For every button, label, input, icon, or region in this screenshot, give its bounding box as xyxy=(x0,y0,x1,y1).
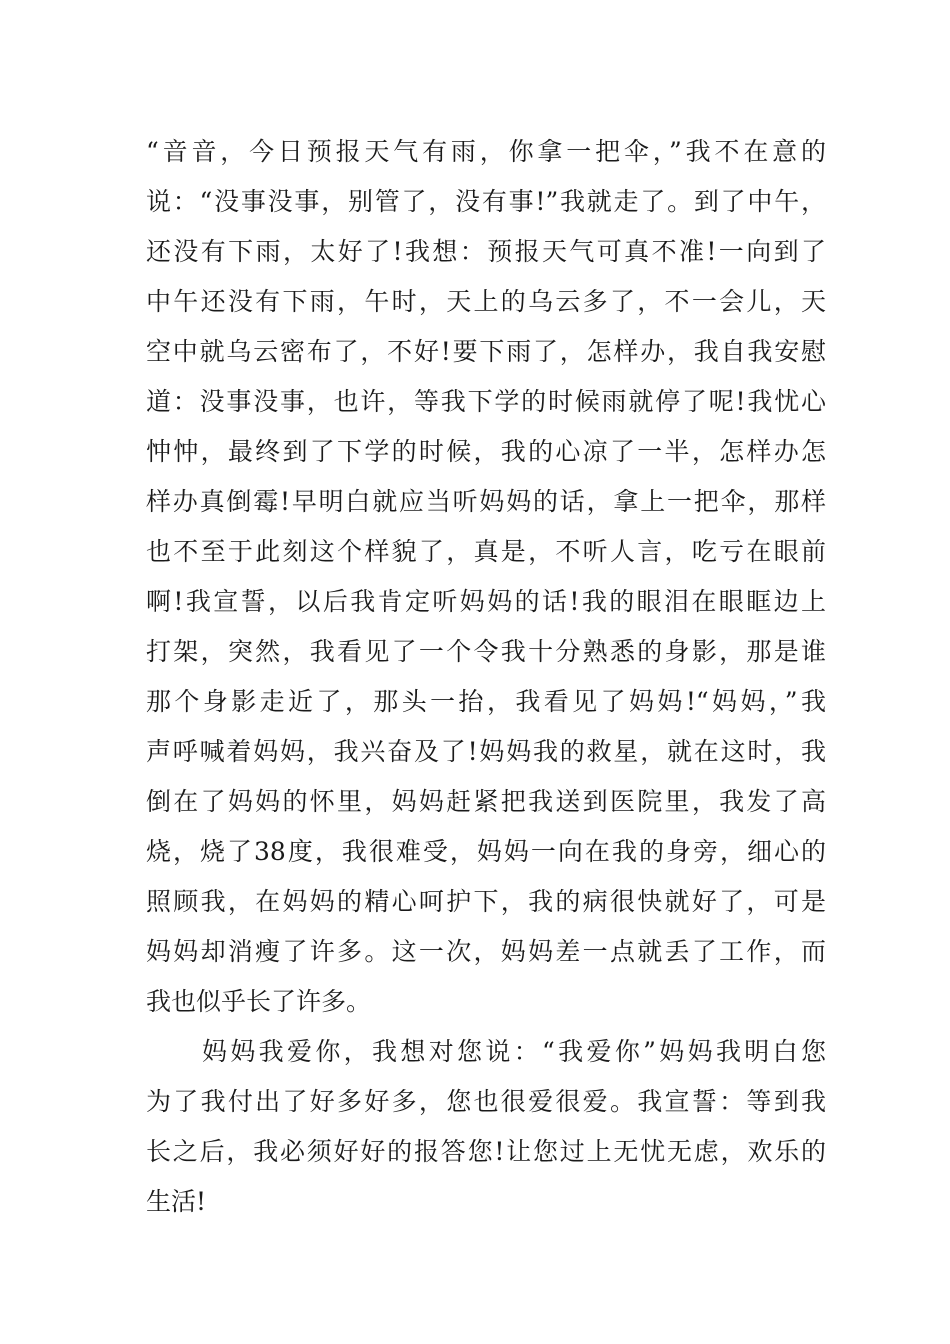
text-line: 还没有下雨，太好了!我想：预报天气可真不准!一向到了 xyxy=(146,237,826,266)
text-line: 照顾我，在妈妈的精心呵护下，我的病很快就好了，可是 xyxy=(146,887,826,916)
text-line: 啊!我宣誓，以后我肯定听妈妈的话!我的眼泪在眼眶边上 xyxy=(146,587,826,616)
text-line: 妈妈却消瘦了许多。这一次，妈妈差一点就丢了工作，而 xyxy=(146,937,826,966)
text-line: 那个身影走近了，那头一抬，我看见了妈妈!“妈妈，”我 xyxy=(146,687,826,716)
text-line: 中午还没有下雨，午时，天上的乌云多了，不一会儿，天 xyxy=(146,287,826,316)
text-line: 生活! xyxy=(146,1187,207,1216)
paragraph-1 xyxy=(146,127,826,1027)
text-line: 长之后，我必须好好的报答您!让您过上无忧无虑，欢乐的 xyxy=(146,1137,826,1166)
text-line: 说：“没事没事，别管了，没有事!”我就走了。到了中午， xyxy=(146,187,826,216)
text-line: 倒在了妈妈的怀里，妈妈赶紧把我送到医院里，我发了高 xyxy=(146,787,826,816)
text-line: 为了我付出了好多好多，您也很爱很爱。我宣誓：等到我 xyxy=(146,1087,826,1116)
text-line: 空中就乌云密布了，不好!要下雨了，怎样办，我自我安慰 xyxy=(146,337,826,366)
text-line: 忡忡，最终到了下学的时候，我的心凉了一半，怎样办怎 xyxy=(146,437,826,466)
body-text xyxy=(146,127,826,1227)
paragraph-2 xyxy=(146,1027,826,1227)
text-line: 声呼喊着妈妈，我兴奋及了!妈妈我的救星，就在这时，我 xyxy=(146,737,826,766)
text-line: 妈妈我爱你，我想对您说：“我爱你”妈妈我明白您 xyxy=(202,1037,826,1066)
text-line: 也不至于此刻这个样貌了，真是，不听人言，吃亏在眼前 xyxy=(146,537,826,566)
text-line: 打架，突然，我看见了一个令我十分熟悉的身影，那是谁 xyxy=(146,637,826,666)
text-line: 我也似乎长了许多。 xyxy=(146,987,372,1016)
text-line: 道：没事没事，也许，等我下学的时候雨就停了呢!我忧心 xyxy=(146,387,826,416)
text-line: 烧，烧了38度，我很难受，妈妈一向在我的身旁，细心的 xyxy=(146,837,826,866)
text-line: “音音，今日预报天气有雨，你拿一把伞，”我不在意的 xyxy=(146,137,826,166)
text-line: 样办真倒霉!早明白就应当听妈妈的话，拿上一把伞，那样 xyxy=(146,487,826,516)
